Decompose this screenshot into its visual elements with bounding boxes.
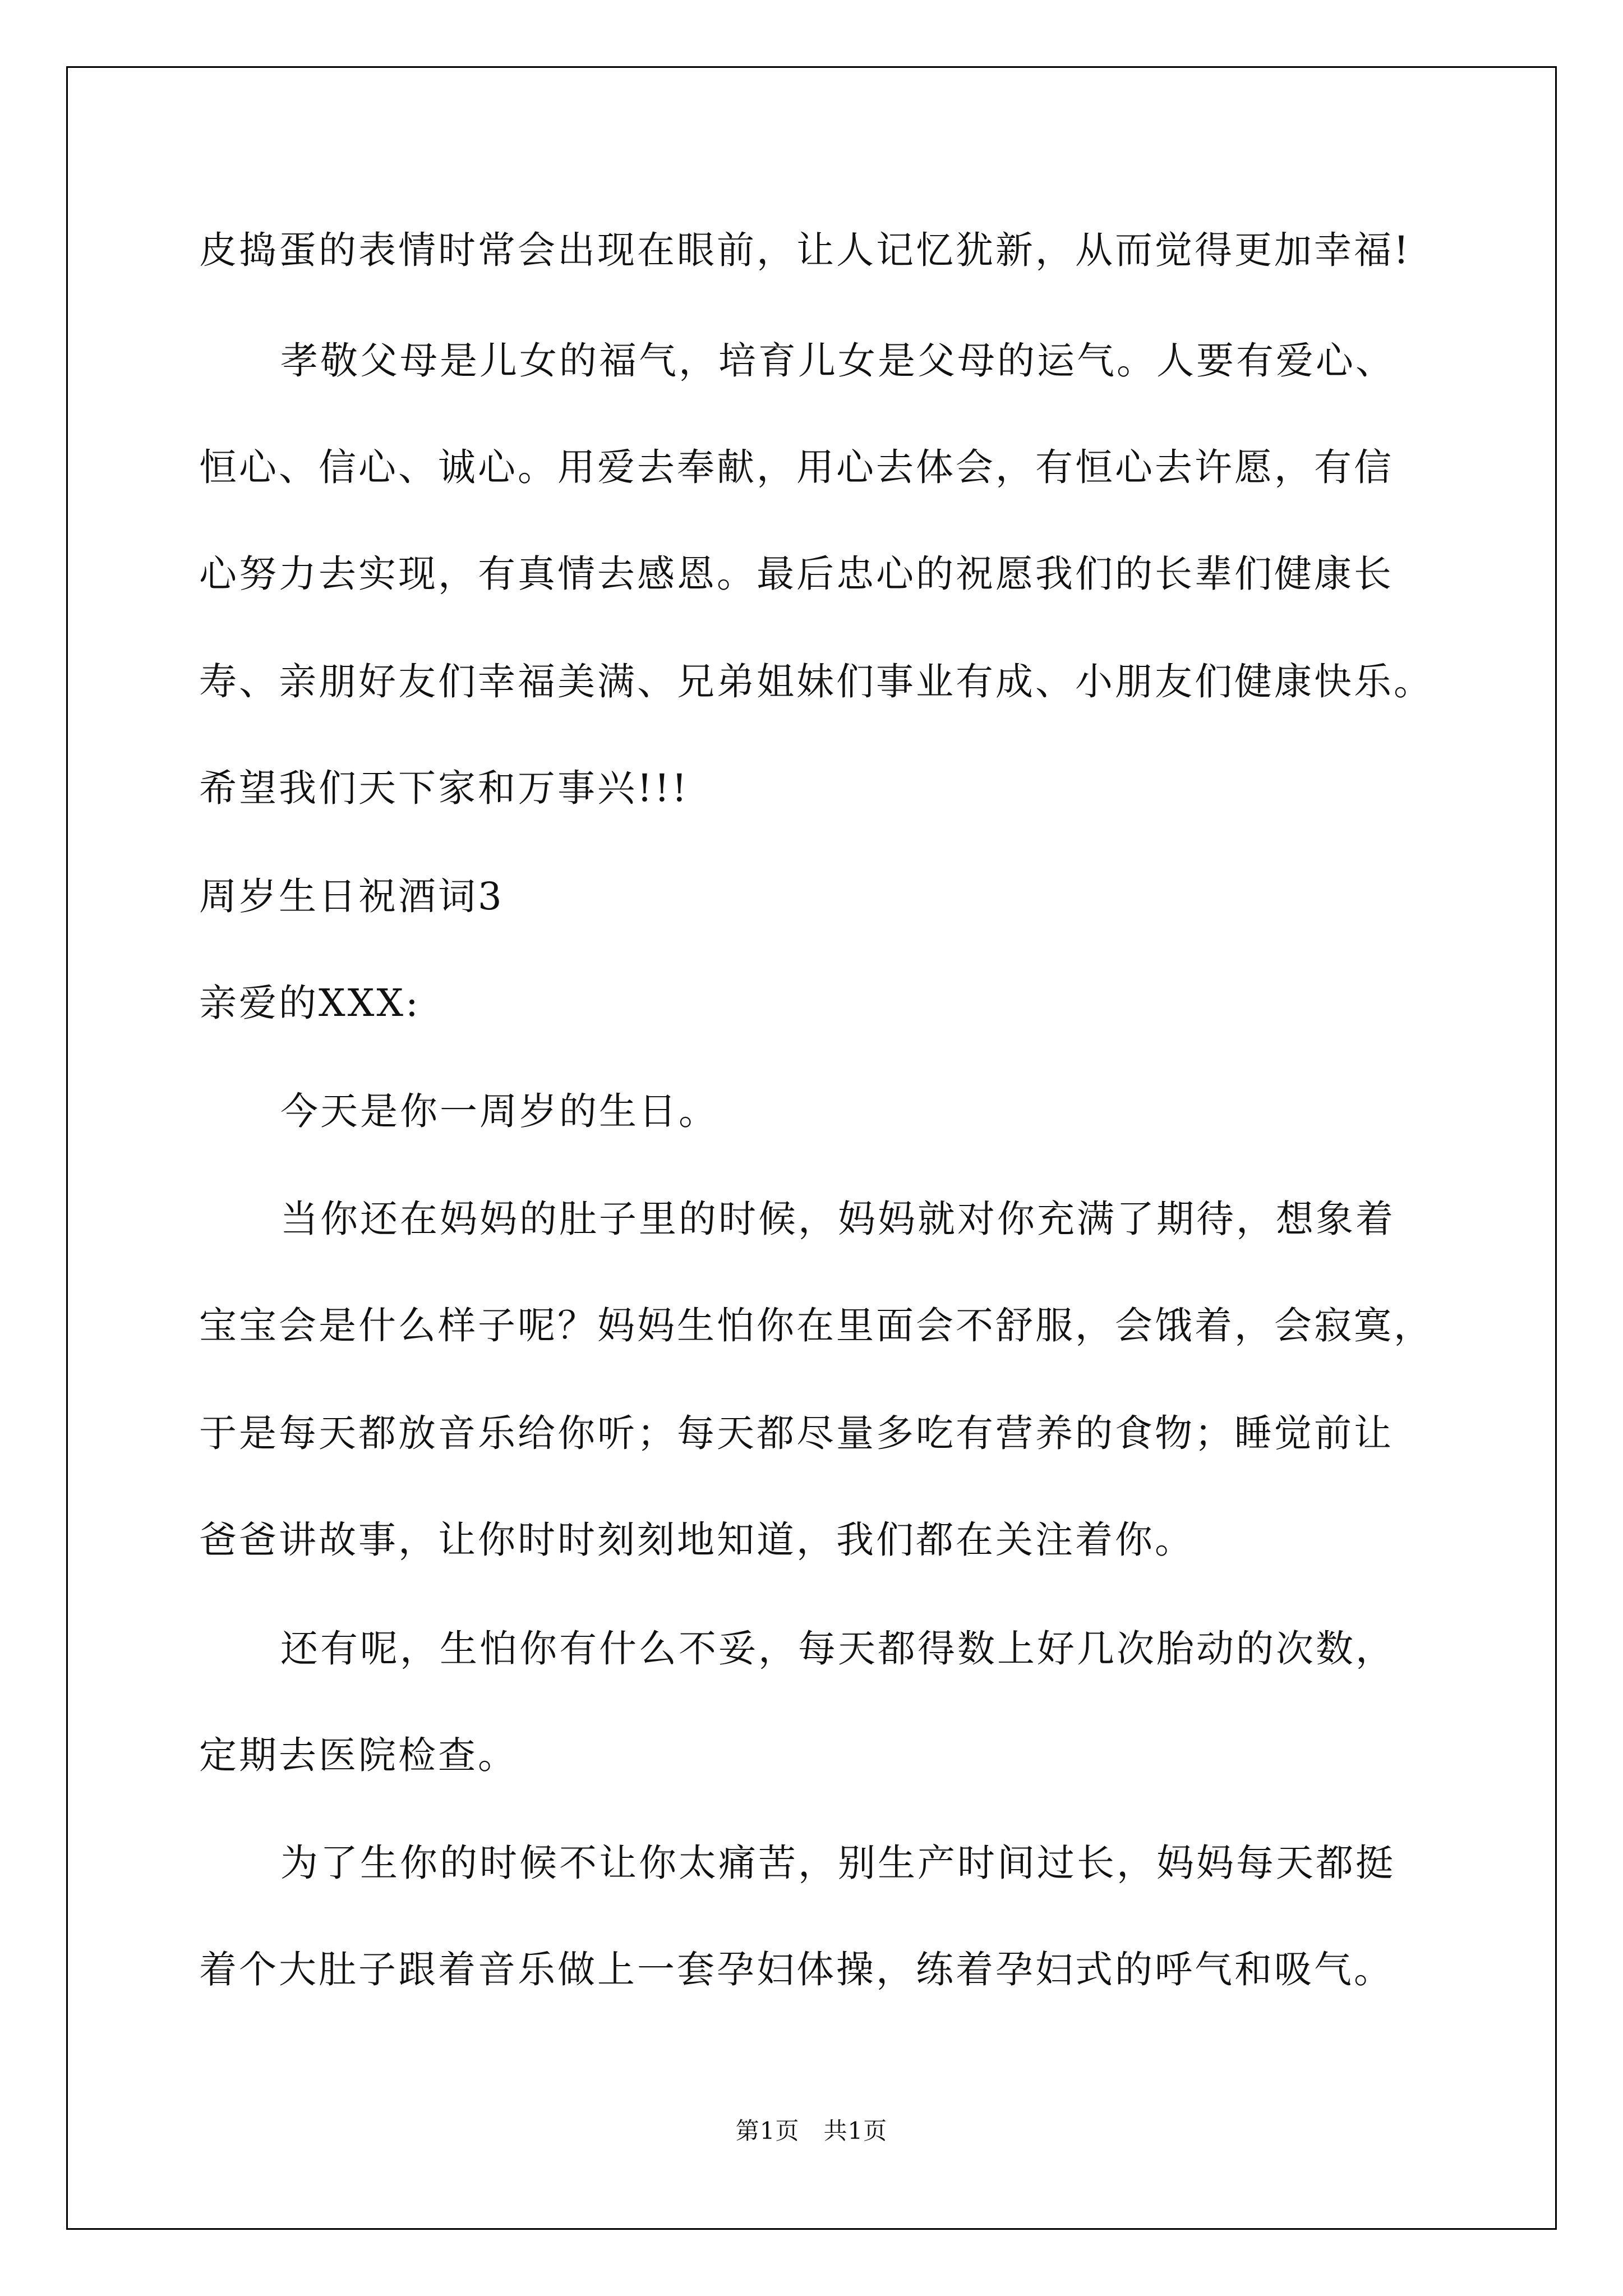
text-line: 宝宝会是什么样子呢？妈妈生怕你在里面会不舒服，会饿着，会寂寞， (199, 1304, 1433, 1347)
salutation: 亲爱的XXX: (199, 981, 421, 1025)
text-line: 定期去医院检查。 (199, 1733, 518, 1777)
text-line: 今天是你一周岁的生日。 (280, 1089, 718, 1133)
section-heading: 周岁生日祝酒词3 (199, 875, 504, 918)
page-border (66, 66, 1557, 2230)
text-line: 还有呢，生怕你有什么不妥，每天都得数上好几次胎动的次数， (280, 1627, 1395, 1671)
text-line: 心努力去实现，有真情去感恩。最后忠心的祝愿我们的长辈们健康长 (199, 552, 1394, 596)
text-line: 恒心、信心、诚心。用爱去奉献，用心去体会，有恒心去许愿，有信 (199, 445, 1394, 489)
text-line: 当你还在妈妈的肚子里的时候，妈妈就对你充满了期待，想象着 (280, 1197, 1395, 1241)
page-footer: 第1页 共1页 (735, 2117, 888, 2145)
text-line: 爸爸讲故事，让你时时刻刻地知道，我们都在关注着你。 (199, 1518, 1195, 1562)
text-line: 希望我们天下家和万事兴!!! (199, 766, 689, 810)
text-line: 寿、亲朋好友们幸福美满、兄弟姐妹们事业有成、小朋友们健康快乐。 (199, 660, 1433, 703)
text-line: 着个大肚子跟着音乐做上一套孕妇体操，练着孕妇式的呼气和吸气。 (199, 1948, 1394, 1991)
text-line: 皮捣蛋的表情时常会出现在眼前，让人记忆犹新，从而觉得更加幸福! (199, 228, 1411, 272)
text-line: 于是每天都放音乐给你听；每天都尽量多吃有营养的食物；睡觉前让 (199, 1411, 1394, 1455)
text-line: 为了生你的时候不让你太痛苦，别生产时间过长，妈妈每天都挺 (280, 1841, 1395, 1885)
text-line: 孝敬父母是儿女的福气，培育儿女是父母的运气。人要有爱心、 (280, 339, 1395, 383)
